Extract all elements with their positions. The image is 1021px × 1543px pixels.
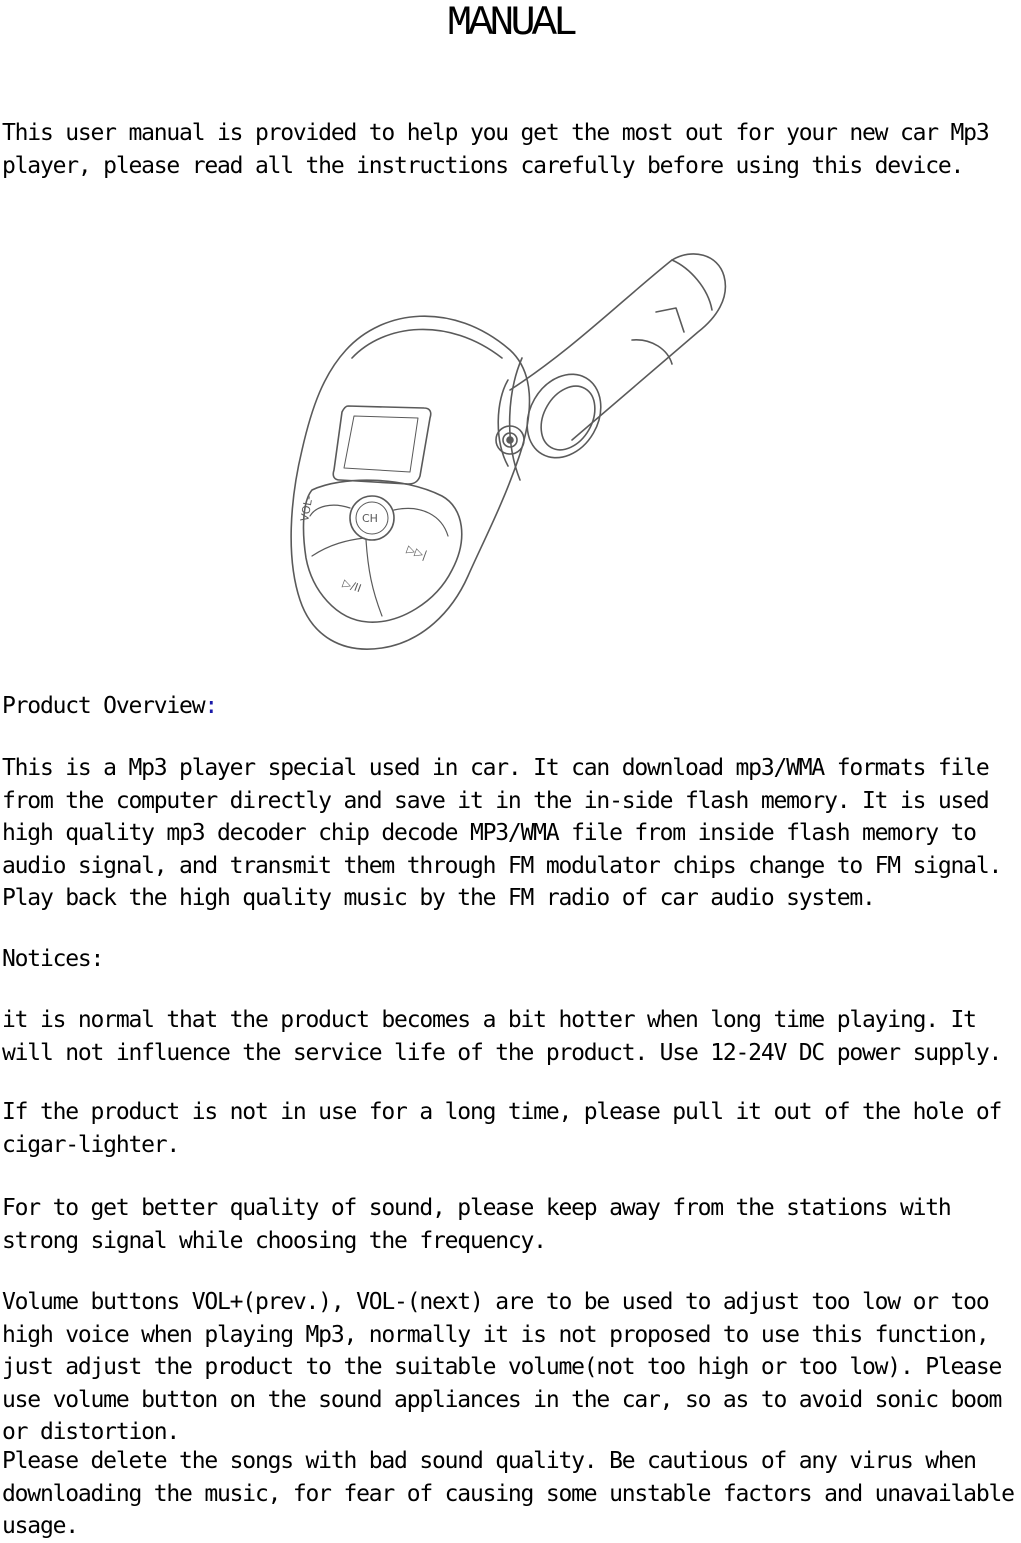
next-label: ▷▷| <box>404 542 429 562</box>
intro-paragraph: This user manual is provided to help you get the most out for your new car Mp3 player, please read all the instructions carefully before using this device. <box>2 120 989 179</box>
ch-label: CH <box>362 512 378 525</box>
car-mp3-fm-transmitter-illustration <box>272 240 738 654</box>
notice-item: If the product is not in use for a long time, please pull it out of the hole of cigar-lighter. <box>2 1099 1002 1158</box>
play-pause-label: ▷/II <box>340 576 363 596</box>
overview-heading-colon: : <box>204 693 218 719</box>
overview-heading-text: Product Overview <box>2 693 205 719</box>
notice-item: Please delete the songs with bad sound quality. Be cautious of any virus when downloading the music, for fear of causing some unstable factors and unavailable usage. <box>2 1448 1014 1539</box>
vol-minus-label: VOL- <box>298 494 316 523</box>
overview-heading <box>2 690 217 722</box>
notices-heading: Notices: <box>2 946 104 972</box>
overview-paragraph: This is a Mp3 player special used in car. It can download mp3/WMA formats file from the computer directly and save it in the in-side flash memory. It is used high quality mp3 decoder chip decode MP3/WMA file from inside flash memory to audio signal, and transmit them through FM modulator chips change to FM signal. Play back the high quality music by the FM radio of car audio system. <box>2 755 1002 911</box>
page-title: MANUAL <box>446 0 575 47</box>
notice-item: it is normal that the product becomes a bit hotter when long time playing. It will not influence the service life of the product. Use 12-24V DC power supply. <box>2 1007 1002 1066</box>
notice-item: Volume buttons VOL+(prev.), VOL-(next) are to be used to adjust too low or too high voice when playing Mp3, normally it is not proposed to use this function, just adjust the product to the suitable volume(not too high or too low). Please use volume button on the sound appliances in the car, so as to avoid sonic boom or distortion. <box>2 1289 1002 1445</box>
notice-item: For to get better quality of sound, please keep away from the stations with strong signal while choosing the frequency. <box>2 1195 951 1254</box>
